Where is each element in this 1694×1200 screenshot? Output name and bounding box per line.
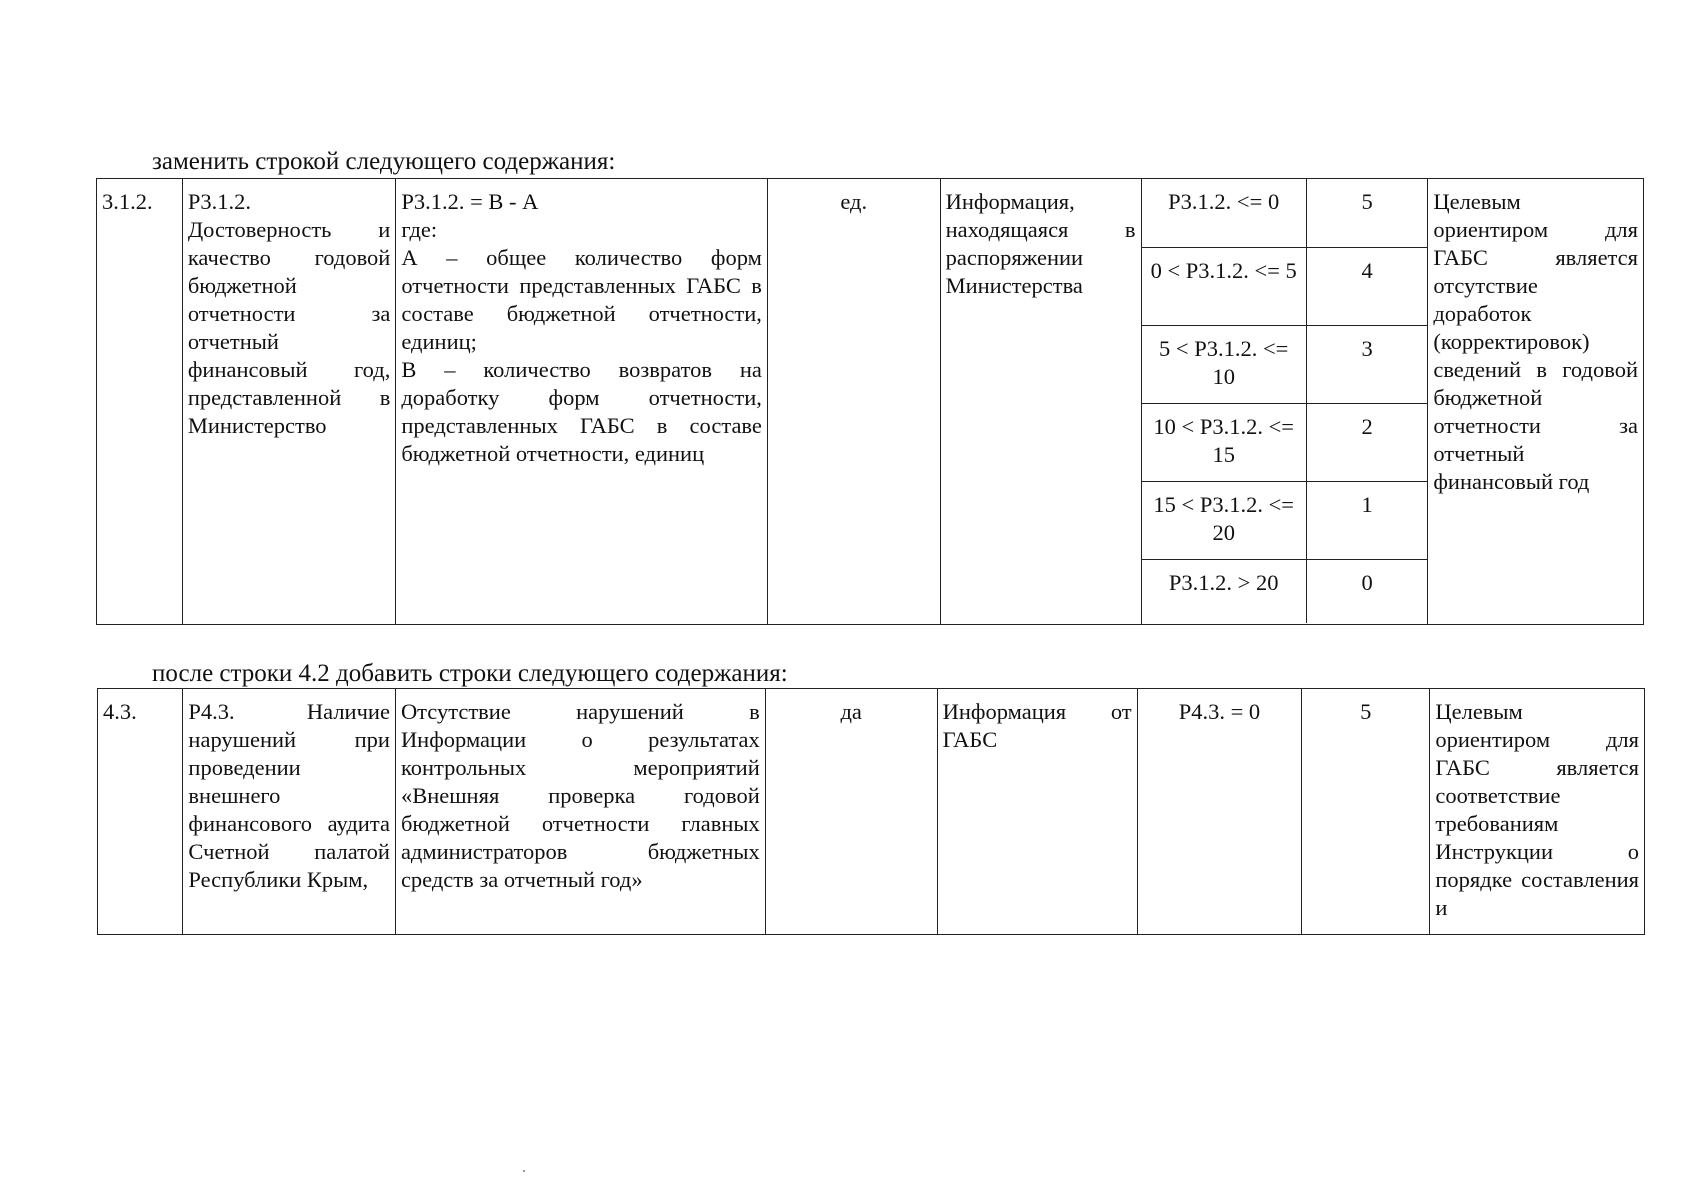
score-range: 5 < Р3.1.2. <= 10 xyxy=(1142,325,1307,403)
score-row xyxy=(1142,325,1428,403)
score-grid xyxy=(1141,179,1428,625)
formula-line: Р3.1.2. = В - А xyxy=(401,189,539,214)
appended-table xyxy=(97,688,1645,935)
score-row xyxy=(1142,403,1428,481)
formula-b: В – количество возвратов на доработку форм отчетности, представленных ГАБС в составе бюджетной отчетности, единиц xyxy=(401,357,762,466)
row-number: 3.1.2. xyxy=(97,179,183,625)
target-description: Целевым ориентиром для ГАБС является отсутствие доработок (корректировок) сведений в годовой бюджетной отчетности за отчетный финансовый год xyxy=(1428,179,1644,625)
score-subtable xyxy=(1142,179,1428,623)
data-source: Информация, находящаяся в распоряжении Министерства xyxy=(940,179,1141,625)
data-source: Информация от ГАБС xyxy=(937,689,1137,935)
indicator-name: Р3.1.2. Достоверность и качество годовой бюджетной отчетности за отчетный финансовый год, представленной в Министерство xyxy=(182,179,396,625)
indicator-name: Р4.3. Наличие нарушений при проведении внешнего финансового аудита Счетной палатой Республики Крым, xyxy=(183,689,396,935)
score-value: 5 xyxy=(1306,179,1427,247)
score-value: 3 xyxy=(1306,325,1427,403)
score-value: 0 xyxy=(1361,569,1373,595)
score-range: 15 < Р3.1.2. <= 20 xyxy=(1142,481,1307,559)
score-range: 10 < Р3.1.2. <= 15 xyxy=(1142,403,1307,481)
calculation-formula xyxy=(396,179,768,625)
formula-a: А – общее количество форм отчетности представленных ГАБС в составе бюджетной отчетности, единиц; xyxy=(401,245,762,354)
score-range: Р4.3. = 0 xyxy=(1137,689,1302,935)
target-description: Целевым ориентиром для ГАБС является соответствие требованиям Инструкции о порядке составления и xyxy=(1430,689,1645,935)
score-range: 0 < Р3.1.2. <= 5 xyxy=(1142,247,1307,325)
unit-of-measure: да xyxy=(765,689,937,935)
score-value: 4 xyxy=(1306,247,1427,325)
score-row xyxy=(1142,481,1428,559)
table-row xyxy=(97,179,1644,625)
append-heading: после строки 4.2 добавить строки следующего содержания: xyxy=(152,660,788,687)
score-value: 1 xyxy=(1306,481,1427,559)
scan-speck xyxy=(523,1170,525,1172)
table-row xyxy=(98,689,1645,935)
replacement-table xyxy=(96,178,1644,625)
unit-of-measure: ед. xyxy=(767,179,940,625)
score-value: 2 xyxy=(1306,403,1427,481)
replace-heading: заменить строкой следующего содержания: xyxy=(152,148,616,175)
row-number: 4.3. xyxy=(98,689,183,935)
score-row xyxy=(1142,559,1428,623)
score-range: Р3.1.2. > 20 xyxy=(1142,559,1307,623)
score-range: Р3.1.2. <= 0 xyxy=(1142,179,1307,247)
score-row xyxy=(1142,179,1428,247)
score-value: 5 xyxy=(1302,689,1430,935)
score-row xyxy=(1142,247,1428,325)
formula-where: где: xyxy=(401,217,438,242)
calculation-formula: Отсутствие нарушений в Информации о результатах контрольных мероприятий «Внешняя проверка годовой бюджетной отчетности главных администраторов бюджетных средств за отчетный год» xyxy=(395,689,765,935)
